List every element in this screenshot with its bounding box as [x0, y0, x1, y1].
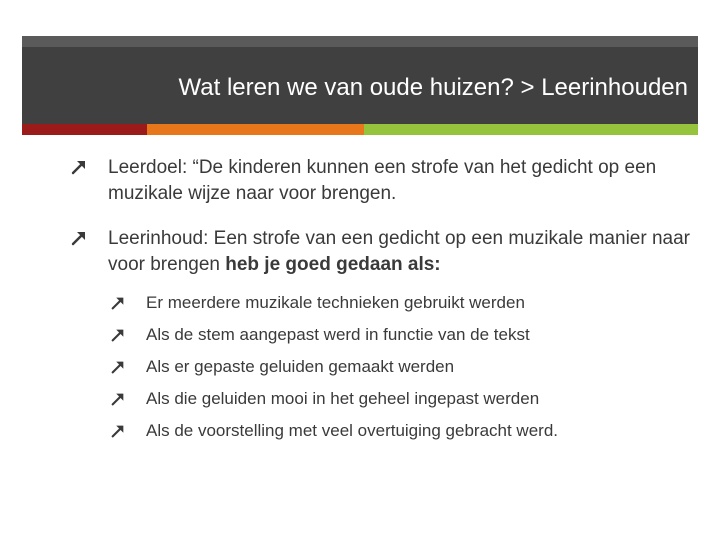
arrow-up-right-icon: [110, 295, 126, 311]
arrow-up-right-icon: [70, 229, 88, 247]
bullet-leerinhoud-text: Leerinhoud: Een strofe van een gedicht op een muzikale manier naar voor brengen: [108, 228, 690, 275]
slide-content: [70, 155, 690, 461]
arrow-up-right-icon: [110, 327, 126, 343]
arrow-up-right-icon: [110, 391, 126, 407]
criteria-list: [108, 292, 690, 442]
bullet-leerinhoud: [70, 226, 690, 442]
criteria-item-text: Als die geluiden mooi in het geheel ingepast werden: [146, 389, 540, 408]
criteria-item-text: Er meerdere muzikale technieken gebruikt werden: [146, 293, 525, 312]
accent-bar-green: [364, 124, 698, 135]
criteria-item: [108, 388, 690, 410]
title-bar: [22, 36, 698, 124]
accent-bar-red: [22, 124, 147, 135]
criteria-item-text: Als er gepaste geluiden gemaakt werden: [146, 357, 455, 376]
criteria-item: [108, 292, 690, 314]
accent-bar-orange: [147, 124, 364, 135]
arrow-up-right-icon: [70, 158, 88, 176]
arrow-up-right-icon: [110, 423, 126, 439]
criteria-item: [108, 324, 690, 346]
bullet-leerdoel-text: Leerdoel: “De kinderen kunnen een strofe van het gedicht op een muzikale wijze naar voor brengen.: [108, 157, 657, 204]
criteria-item: [108, 356, 690, 378]
bullet-leerdoel: [70, 155, 690, 207]
criteria-item-text: Als de voorstelling met veel overtuiging gebracht werd.: [146, 421, 558, 440]
criteria-item: [108, 420, 690, 442]
bullet-leerinhoud-bold: heb je goed gedaan als:: [225, 254, 441, 275]
slide-title: Wat leren we van oude huizen? > Leerinhouden: [178, 74, 688, 101]
title-top-strip: [22, 36, 698, 47]
arrow-up-right-icon: [110, 359, 126, 375]
criteria-item-text: Als de stem aangepast werd in functie van de tekst: [146, 325, 530, 344]
